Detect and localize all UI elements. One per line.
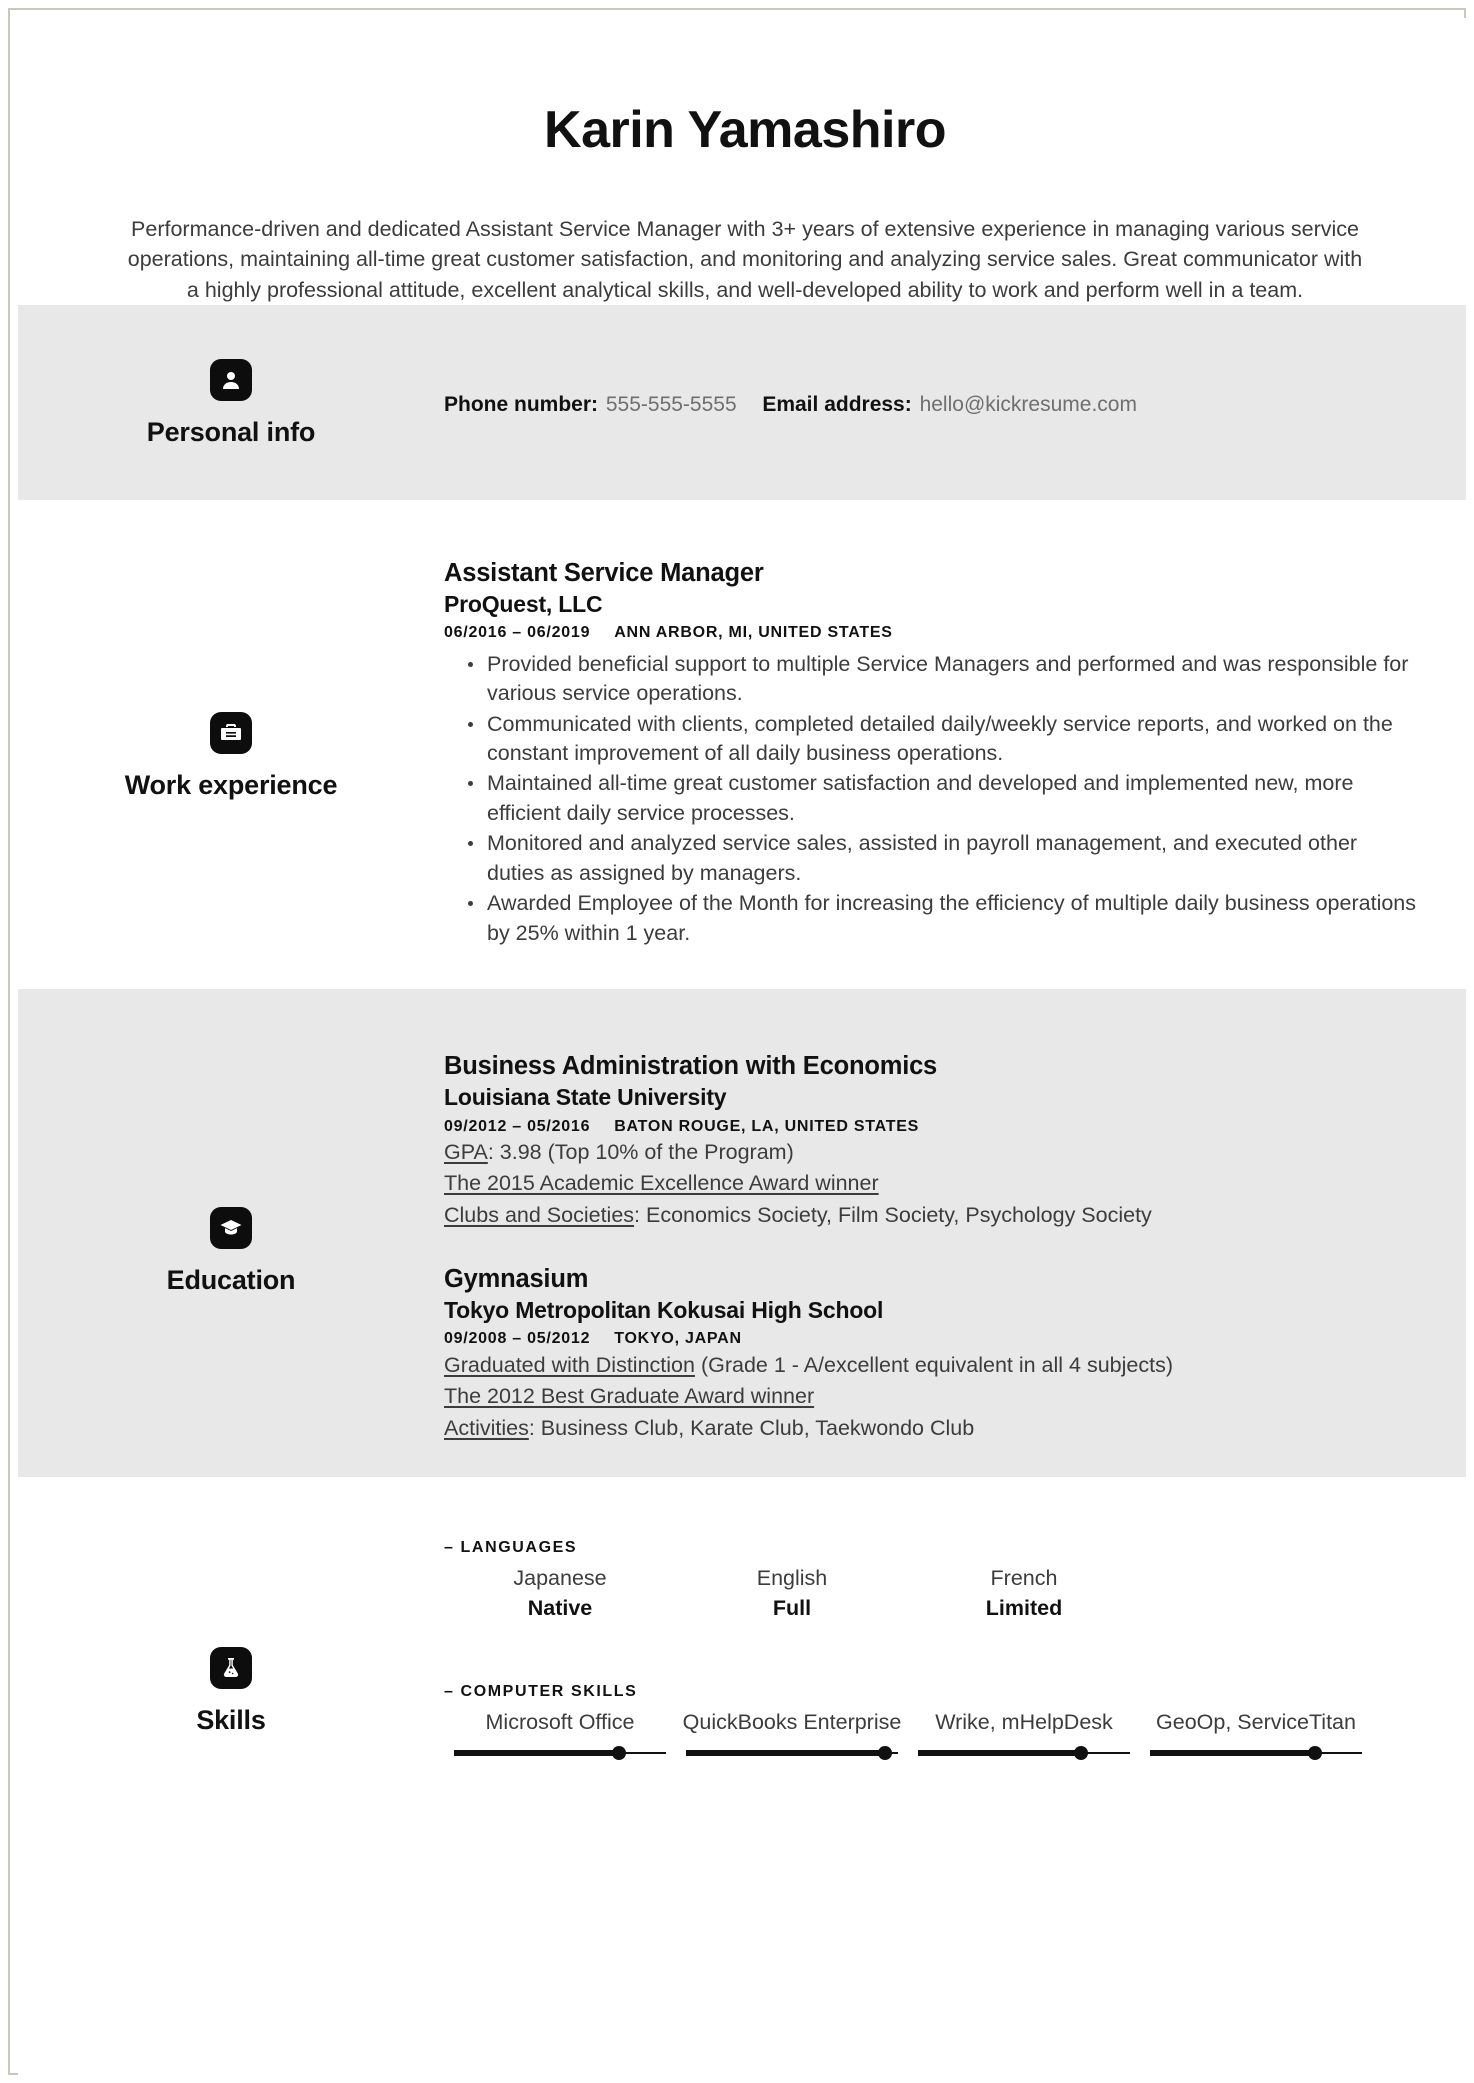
page-title: Karin Yamashiro	[544, 101, 946, 159]
education-dates: 09/2012 – 05/2016	[444, 1117, 591, 1135]
job-company: ProQuest, LLC	[444, 590, 603, 617]
skill-bar-fill	[918, 1750, 1081, 1756]
flask-icon	[210, 1647, 252, 1689]
skill-grid	[444, 1565, 1416, 1641]
education-detail	[444, 1201, 1416, 1230]
skill-bar-knob[interactable]	[878, 1746, 892, 1760]
education-location: BATON ROUGE, LA, UNITED STATES	[614, 1117, 920, 1135]
section-skills	[18, 1477, 1472, 1838]
skill-bar-fill	[454, 1750, 619, 1756]
job-bullet: Provided beneficial support to multiple Service Managers and performed and was responsible for various service operations.	[466, 650, 1416, 709]
section-education-body	[444, 1023, 1472, 1443]
education-location: TOKYO, JAPAN	[614, 1330, 742, 1348]
skill-group-title: – LANGUAGES	[444, 1538, 578, 1556]
education-degree: Gymnasium	[444, 1265, 589, 1294]
computer-skill-name: QuickBooks Enterprise	[682, 1709, 902, 1734]
skill-bar-fill	[1150, 1750, 1315, 1756]
section-work-experience	[18, 500, 1472, 989]
computer-skill-item	[1140, 1709, 1372, 1760]
computer-skill-item	[908, 1709, 1140, 1760]
education-school: Louisiana State University	[444, 1083, 727, 1110]
computer-skill-name: GeoOp, ServiceTitan	[1156, 1709, 1356, 1734]
education-detail-rest: (Grade 1 - A/excellent equivalent in all 4 subjects)	[694, 1352, 1173, 1377]
job-bullet-list	[444, 650, 1416, 949]
phone-value: 555-555-5555	[605, 393, 737, 417]
skill-level-bar	[686, 1746, 898, 1760]
education-detail-underlined: Activities	[444, 1415, 529, 1440]
computer-skill-name: Microsoft Office	[485, 1709, 635, 1734]
email-value: hello@kickresume.com	[919, 393, 1137, 417]
section-work-experience-side	[18, 536, 444, 801]
job-location: ANN ARBOR, MI, UNITED STATES	[614, 624, 893, 642]
language-level: Full	[772, 1595, 812, 1620]
education-detail-rest: : 3.98 (Top 10% of the Program)	[487, 1139, 794, 1164]
education-school: Tokyo Metropolitan Kokusai High School	[444, 1296, 884, 1323]
computer-skill-item	[444, 1709, 676, 1760]
graduation-cap-icon	[210, 1207, 252, 1249]
language-name: English	[756, 1565, 828, 1590]
education-detail	[444, 1138, 1416, 1167]
section-title-work-experience: Work experience	[124, 770, 338, 801]
education-detail	[444, 1169, 1416, 1198]
skill-bar-knob[interactable]	[1308, 1746, 1322, 1760]
skill-bar-knob[interactable]	[612, 1746, 626, 1760]
education-entry	[444, 1051, 1416, 1230]
computer-skill-name: Wrike, mHelpDesk	[935, 1709, 1113, 1734]
job-title: Assistant Service Manager	[444, 559, 764, 588]
education-detail-underlined: Graduated with Distinction	[444, 1352, 695, 1377]
email-label: Email address:	[762, 393, 912, 417]
work-entry	[444, 558, 1416, 948]
section-personal-info-side	[18, 345, 444, 448]
education-detail-underlined: GPA	[444, 1139, 488, 1164]
profile-summary: Performance-driven and dedicated Assistant Service Manager with 3+ years of extensive experience in managing various service operations, maintaining all-time great customer satisfaction, and monitoring and analyzing service sales. Great communicator with a highly professional attitude, excellent analytical skills, and well-developed ability to work and perform well in a team.	[127, 216, 1363, 302]
section-skills-body	[444, 1507, 1472, 1778]
education-detail-rest: : Business Club, Karate Club, Taekwondo Club	[528, 1415, 975, 1440]
job-bullet: Monitored and analyzed service sales, assisted in payroll management, and executed other duties as assigned by managers.	[466, 829, 1416, 888]
skill-group-title: – COMPUTER SKILLS	[444, 1682, 638, 1700]
language-name: Japanese	[513, 1565, 607, 1590]
skill-level-bar	[1150, 1746, 1362, 1760]
skill-level-bar	[454, 1746, 666, 1760]
skill-group	[444, 1539, 1416, 1641]
skill-bar-fill	[686, 1750, 885, 1756]
education-detail-underlined: The 2015 Academic Excellence Award winner	[444, 1171, 879, 1196]
education-dates: 09/2008 – 05/2012	[444, 1330, 591, 1348]
language-item	[444, 1565, 676, 1623]
job-meta	[444, 623, 1416, 642]
section-work-experience-body	[444, 536, 1472, 949]
section-title-education: Education	[166, 1265, 296, 1296]
education-detail	[444, 1382, 1416, 1411]
section-education-side	[18, 1023, 444, 1296]
language-item	[908, 1565, 1140, 1623]
skill-group	[444, 1683, 1416, 1778]
section-personal-info-body	[444, 345, 1472, 419]
education-detail-rest: : Economics Society, Film Society, Psychology Society	[634, 1202, 1152, 1227]
education-degree: Business Administration with Economics	[444, 1052, 938, 1081]
resume-sheet	[18, 18, 1472, 2081]
education-detail-underlined: The 2012 Best Graduate Award winner	[444, 1384, 815, 1409]
education-detail	[444, 1351, 1416, 1380]
education-detail-underlined: Clubs and Societies	[444, 1202, 635, 1227]
job-bullet: Communicated with clients, completed detailed daily/weekly service reports, and worked on the constant improvement of all daily business operations.	[466, 710, 1416, 769]
language-item	[676, 1565, 908, 1623]
briefcase-icon	[210, 712, 252, 754]
education-meta	[444, 1329, 1416, 1348]
language-level: Native	[527, 1595, 593, 1620]
section-title-skills: Skills	[196, 1704, 266, 1735]
skill-bar-knob[interactable]	[1074, 1746, 1088, 1760]
job-bullet: Maintained all-time great customer satisfaction and developed and implemented new, more efficient daily service processes.	[466, 769, 1416, 828]
phone-label: Phone number:	[444, 393, 599, 417]
resume-header	[18, 18, 1472, 305]
education-detail	[444, 1414, 1416, 1443]
skill-level-bar	[918, 1746, 1130, 1760]
language-name: French	[990, 1565, 1058, 1590]
section-education	[18, 989, 1472, 1477]
section-title-personal-info: Personal info	[146, 417, 316, 448]
skill-grid	[444, 1709, 1416, 1778]
education-meta	[444, 1117, 1416, 1136]
contact-line	[444, 390, 1416, 419]
person-icon	[210, 359, 252, 401]
computer-skill-item	[676, 1709, 908, 1760]
section-skills-side	[18, 1507, 444, 1736]
job-bullet: Awarded Employee of the Month for increasing the efficiency of multiple daily business operations by 25% within 1 year.	[466, 889, 1416, 948]
job-dates: 06/2016 – 06/2019	[444, 624, 591, 642]
language-level: Limited	[985, 1595, 1063, 1620]
education-entry	[444, 1264, 1416, 1443]
section-personal-info	[18, 305, 1472, 500]
